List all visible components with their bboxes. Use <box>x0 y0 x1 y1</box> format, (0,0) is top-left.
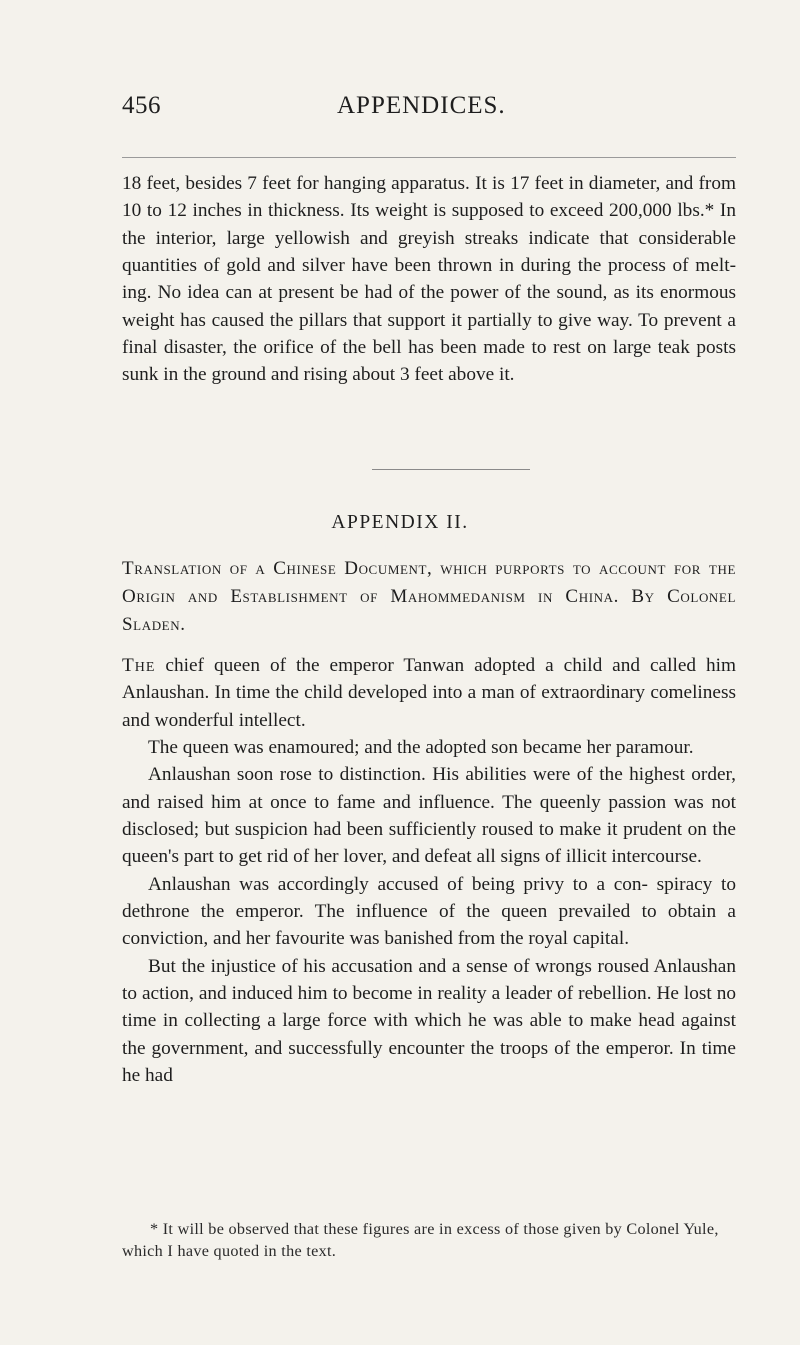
continuation-block <box>122 170 736 389</box>
header-rule <box>122 157 736 158</box>
paragraph-2: The queen was enamoured; and the adopted son became her paramour. <box>148 737 694 759</box>
paragraph-lead-word: The <box>122 655 156 676</box>
page-number: 456 <box>122 92 161 119</box>
footnote: * It will be observed that these figures are in excess of those given by Colonel Yule, which I have quoted in the text. <box>122 1220 719 1260</box>
appendix-subtitle: Translation of a Chinese Document, which purports to account for the Origin and Establishment of Mahommedanism in China. By Colonel Sladen. <box>122 558 736 635</box>
paragraph-3: Anlaushan soon rose to distinction. His abilities were of the highest order, and raised him at once to fame and influence. The queenly passion was not disclosed; but suspicion had been sufficiently roused to make it prudent on the queen's part to get rid of her lover, and defeat all signs of illicit intercourse. <box>122 764 736 868</box>
running-head: APPENDICES. <box>337 92 506 119</box>
page-header <box>122 92 736 132</box>
appendix-body <box>122 652 736 1090</box>
section-divider <box>372 469 530 470</box>
appendix-title: APPENDIX II. <box>331 512 469 533</box>
paragraph-1 <box>122 652 736 734</box>
paragraph-1-text: chief queen of the emperor Tanwan adopted a child and called him Anlaushan. In time the child developed into a man of extraordinary comeliness and wonderful intellect. <box>122 655 736 731</box>
paragraph-4: Anlaushan was accordingly accused of being privy to a con- spiracy to dethrone the emperor. The influence of the queen prevailed to obtain a conviction, and her favourite was banished from the royal capital. <box>122 873 736 950</box>
continuation-paragraph: 18 feet, besides 7 feet for hanging apparatus. It is 17 feet in diameter, and from 10 to 12 inches in thickness. Its weight is supposed to exceed 200,000 lbs.* In the interior, large yellowish and greyish streaks indicate that considerable quantities of gold and silver have been thrown in during the process of melt- ing. No idea can at present be had of the power of the sound, as its enormous weight has caused the pillars that support it partially to give way. To prevent a final disaster, the orifice of the bell has been made to rest on large teak posts sunk in the ground and rising about 3 feet above it. <box>122 173 736 386</box>
paragraph-5: But the injustice of his accusation and a sense of wrongs roused Anlaushan to action, and induced him to become in reality a leader of rebellion. He lost no time in collecting a large force with which he was able to make head against the government, and successfully encounter the troops of the emperor. In time he had <box>122 955 736 1087</box>
